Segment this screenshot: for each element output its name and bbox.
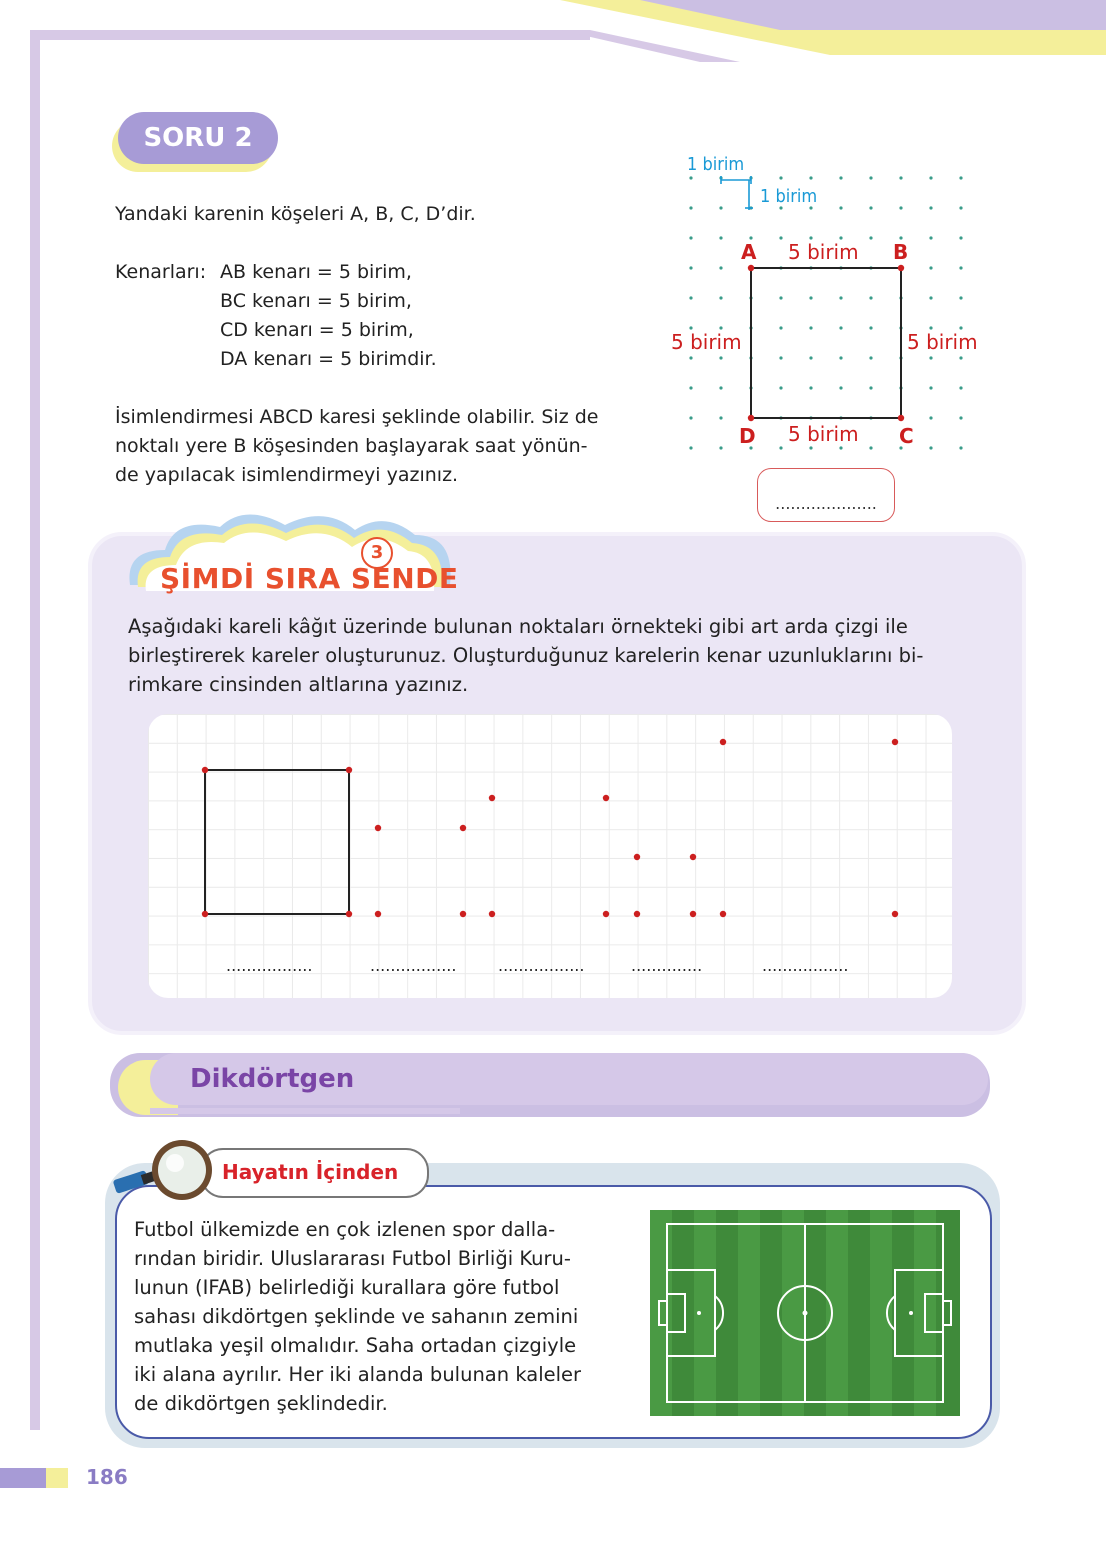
side-ab: AB kenarı = 5 birim, [220, 261, 412, 283]
life-line-2: rından biridir. Uluslararası Futbol Birliği Kuru- [134, 1247, 571, 1270]
example-square [205, 770, 349, 914]
activity-number: 3 [361, 537, 393, 569]
grid-point [375, 825, 381, 831]
life-line-3: lunun (IFAB) belirlediği kurallara göre futbol [134, 1276, 560, 1299]
grid-dot [779, 176, 782, 179]
side-bc: BC kenarı = 5 birim, [220, 290, 412, 312]
grid-dot [779, 236, 782, 239]
grid-dot [779, 296, 782, 299]
grid-point [375, 911, 381, 917]
side-bottom-label: 5 birim [788, 422, 859, 446]
grid-dot [719, 386, 722, 389]
grid-dot [929, 236, 932, 239]
grid-dot [719, 296, 722, 299]
grid-dot [779, 356, 782, 359]
grid-dot [689, 206, 692, 209]
grid-point [892, 911, 898, 917]
grid-dot [719, 356, 722, 359]
grid-dot [959, 356, 962, 359]
question-line-3: de yapılacak isimlendirmeyi yazınız. [115, 464, 459, 486]
grid-dot [869, 326, 872, 329]
side-right-label: 5 birim [907, 330, 978, 354]
page-bar-accent [46, 1468, 68, 1488]
activity-line-2: birleştirerek kareler oluşturunuz. Oluşturduğunuz karelerin kenar uzunluklarını bi- [128, 644, 924, 667]
grid-dot [929, 206, 932, 209]
grid-dot [779, 326, 782, 329]
grid-dot [839, 326, 842, 329]
life-line-6: iki alana ayrılır. Her iki alanda bulunan kaleler [134, 1363, 582, 1386]
grid-dot [809, 296, 812, 299]
grid-point [202, 767, 208, 773]
vertex-point [748, 265, 754, 271]
page-bar [0, 1468, 46, 1488]
grid-dot [899, 206, 902, 209]
section-title: Dikdörtgen [190, 1064, 355, 1094]
page-frame-left [30, 30, 40, 1430]
activity-line-1: Aşağıdaki kareli kâğıt üzerinde bulunan noktaları örnekteki gibi art arda çizgi ile [128, 615, 908, 638]
grid-dot [839, 386, 842, 389]
top-decoration [0, 0, 1106, 70]
grid-dot [689, 296, 692, 299]
grid-dot [839, 206, 842, 209]
grid-dot [869, 206, 872, 209]
grid-dot [689, 266, 692, 269]
vertex-point [748, 415, 754, 421]
grid-dot [959, 266, 962, 269]
grid-point [346, 767, 352, 773]
grid-dot [959, 296, 962, 299]
grid-point [489, 911, 495, 917]
answer-input[interactable]: .................... [757, 468, 895, 522]
grid-dot [929, 266, 932, 269]
unit-horizontal-label: 1 birim [687, 154, 745, 175]
grid-dot [839, 356, 842, 359]
vertex-d: D [739, 424, 756, 448]
grid-dot [869, 356, 872, 359]
grid-dot [959, 416, 962, 419]
grid-dot [929, 416, 932, 419]
grid-dot [719, 206, 722, 209]
grid-dot [719, 266, 722, 269]
grid-dot [869, 176, 872, 179]
grid-point [603, 911, 609, 917]
grid-point [720, 911, 726, 917]
answer-blank-5[interactable]: ................. [762, 956, 849, 975]
grid-dot [689, 416, 692, 419]
question-line-1: İsimlendirmesi ABCD karesi şeklinde olabilir. Siz de [115, 406, 599, 428]
grid-dot [809, 386, 812, 389]
grid-dot [779, 446, 782, 449]
grid-point [489, 795, 495, 801]
answer-blank-4[interactable]: .............. [631, 956, 703, 975]
life-title: Hayatın İçinden [222, 1160, 399, 1184]
grid-dot [869, 386, 872, 389]
grid-point [202, 911, 208, 917]
question-intro: Yandaki karenin köşeleri A, B, C, D’dir. [115, 203, 476, 225]
side-cd: CD kenarı = 5 birim, [220, 319, 414, 341]
grid-dot [959, 206, 962, 209]
answer-blank-2[interactable]: ................. [370, 956, 457, 975]
grid-dot [959, 386, 962, 389]
grid-dot [719, 236, 722, 239]
grid-point [460, 911, 466, 917]
grid-point [346, 911, 352, 917]
grid-dot [839, 176, 842, 179]
grid-dot [689, 386, 692, 389]
vertex-a: A [741, 240, 757, 264]
sides-prefix: Kenarları: [115, 261, 207, 283]
grid-dot [719, 416, 722, 419]
grid-point [720, 739, 726, 745]
football-field-image [650, 1210, 960, 1416]
life-line-4: sahası dikdörtgen şeklinde ve sahanın zemini [134, 1305, 579, 1328]
activity-title: ŞİMDİ SIRA SENDE [160, 562, 459, 595]
answer-blank-1[interactable]: ................. [226, 956, 313, 975]
side-top-label: 5 birim [788, 240, 859, 264]
grid-point [690, 854, 696, 860]
grid-dot [719, 446, 722, 449]
grid-dot [929, 386, 932, 389]
grid-dot [689, 236, 692, 239]
vertex-b: B [893, 240, 909, 264]
grid-dot [869, 236, 872, 239]
grid-dot [929, 296, 932, 299]
side-left-label: 5 birim [671, 330, 742, 354]
grid-dot [839, 296, 842, 299]
grid-point [892, 739, 898, 745]
grid-point [634, 854, 640, 860]
grid-dot [839, 446, 842, 449]
grid-dot [689, 356, 692, 359]
side-da: DA kenarı = 5 birimdir. [220, 348, 437, 370]
grid-dot [779, 386, 782, 389]
grid-dot [809, 326, 812, 329]
magnifier-icon [112, 1137, 216, 1207]
grid-dot [809, 356, 812, 359]
grid-dot [929, 356, 932, 359]
vertex-point [898, 265, 904, 271]
activity-line-3: rimkare cinsinden altlarına yazınız. [128, 673, 469, 696]
grid-dot [899, 176, 902, 179]
grid-dot [929, 446, 932, 449]
page-number: 186 [86, 1465, 128, 1489]
grid-dot [809, 176, 812, 179]
grid-point [634, 911, 640, 917]
grid-dot [869, 446, 872, 449]
grid-dot [689, 446, 692, 449]
life-line-1: Futbol ülkemizde en çok izlenen spor dalla- [134, 1218, 556, 1241]
question-badge: SORU 2 [118, 112, 278, 164]
answer-blank-3[interactable]: ................. [498, 956, 585, 975]
grid-dot [869, 296, 872, 299]
grid-point [603, 795, 609, 801]
grid-point [460, 825, 466, 831]
question-line-2: noktalı yere B köşesinden başlayarak saat yönün- [115, 435, 588, 457]
grid-dot [959, 236, 962, 239]
grid-dot [809, 446, 812, 449]
life-line-7: de dikdörtgen şeklindedir. [134, 1392, 388, 1415]
grid-dot [929, 176, 932, 179]
grid-dot [959, 446, 962, 449]
vertex-point [898, 415, 904, 421]
unit-vertical-label: 1 birim [760, 186, 818, 207]
section-underline [150, 1108, 460, 1114]
grid-dot [959, 176, 962, 179]
vertex-c: C [899, 424, 914, 448]
grid-dot [689, 176, 692, 179]
life-line-5: mutlaka yeşil olmalıdır. Saha ortadan çizgiyle [134, 1334, 577, 1357]
grid-point [690, 911, 696, 917]
square-abcd [751, 268, 901, 418]
